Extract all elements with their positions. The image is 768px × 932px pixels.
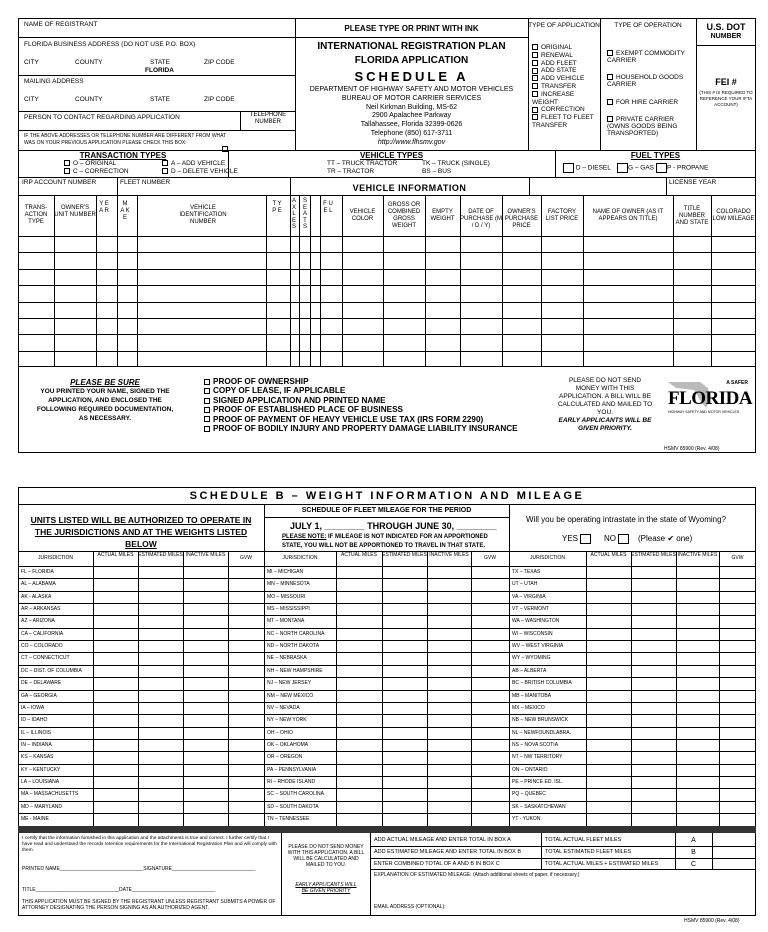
zip-label: ZIP CODE — [204, 59, 235, 66]
jurisdiction-row[interactable]: NB – NEW BRUNSWICK — [512, 717, 569, 724]
mileage-row-line — [264, 727, 509, 728]
mileage-col-divider — [471, 551, 472, 826]
mailing-county-label: COUNTY — [75, 96, 103, 103]
certify-text: I certify that the information furnished in this application and the attachments is true and correct. I further certify that I have read and understand the records retention requirements for the International Registration Plan and will comply with them. — [22, 836, 277, 853]
operation-exempt[interactable]: EXEMPT COMMODITY CARRIER — [607, 50, 685, 64]
operation-household[interactable]: HOUSEHOLD GOODS CARRIER — [607, 74, 684, 88]
mileage-row-line — [264, 640, 509, 641]
form-number-b: HSMV 85900 (Rev. 4/08) — [684, 918, 740, 924]
mileage-header-0: JURISDICTION — [530, 555, 565, 561]
doc-ownership[interactable]: PROOF OF OWNERSHIP — [204, 377, 518, 386]
fuel-diesel[interactable]: D – DIESEL — [563, 163, 611, 173]
jurisdiction-row[interactable]: YT - YUKON — [512, 816, 541, 822]
col-year: Y E A R — [99, 201, 109, 214]
jurisdiction-row[interactable]: CA – CALIFORNIA — [21, 630, 64, 637]
jurisdiction-row[interactable]: SD – SOUTH DAKOTA — [267, 803, 319, 810]
form-number-a: HSMV 85900 (Rev. 4/08) — [664, 446, 720, 452]
please-be-sure-text: YOU PRINTED YOUR NAME, SIGNED THE APPLICATION, AND ENCLOSED THE FOLLOWING REQUIRED DOCUMENTATION, AS NECESSARY. — [36, 388, 174, 422]
box-a-label: A — [691, 837, 696, 844]
telephone-line: Telephone (850) 617-3711 — [370, 130, 453, 137]
vehicle-table-row[interactable] — [18, 318, 756, 319]
mileage-row-line — [264, 764, 509, 765]
vehicle-col-divider — [54, 195, 55, 366]
mileage-col-divider — [93, 551, 94, 826]
website-link[interactable]: http://www.flhsmv.gov — [377, 139, 446, 146]
logo-florida-text: FLORIDA — [668, 388, 753, 409]
dept-name: DEPARTMENT OF HIGHWAY SAFETY AND MOTOR VEHICLES — [309, 86, 514, 93]
jurisdiction-row[interactable]: NH – NEW HAMPSHIRE — [267, 667, 323, 674]
business-address-label: FLORIDA BUSINESS ADDRESS (DO NOT USE P.O. BOX) — [24, 41, 196, 48]
florida-logo — [664, 378, 753, 424]
mileage-col-divider — [138, 551, 139, 826]
mileage-row-line — [264, 739, 509, 740]
wyoming-no[interactable]: NO — [604, 534, 629, 544]
jurisdiction-row[interactable]: OK – OKLAHOMA — [267, 741, 309, 748]
printed-name-signature-line[interactable]: PRINTED NAME______________________________SIGNATURE______________________________ — [22, 866, 256, 872]
jurisdiction-row[interactable]: MS – MISSISSIPPI — [267, 606, 310, 613]
mileage-row-line — [509, 801, 756, 802]
county-label: COUNTY — [75, 59, 103, 66]
type-of-application-heading: TYPE OF APPLICATION — [528, 22, 600, 29]
enter-combined-label: ENTER COMBINED TOTAL OF A AND B IN BOX C — [374, 861, 500, 867]
email-field[interactable]: EMAIL ADDRESS (OPTIONAL): — [374, 904, 446, 910]
box-c-label: C — [690, 861, 697, 868]
jurisdiction-row[interactable]: FL – FLORIDA — [21, 569, 54, 575]
mileage-header-1: ACTUAL MILES — [341, 552, 377, 558]
jurisdiction-row[interactable]: NM – NEW MEXICO — [267, 692, 314, 699]
box-b-label: B — [691, 849, 696, 856]
mileage-header-3: INACTIVE MILES — [429, 552, 469, 558]
mileage-row-line — [264, 702, 509, 703]
jurisdiction-row[interactable]: CT – CONNECTICUT — [21, 655, 70, 662]
jurisdiction-row[interactable]: ID – IDAHO — [21, 717, 48, 724]
option-original[interactable]: ORIGINAL — [532, 44, 600, 52]
irp-account-number-label: IRP ACCOUNT NUMBER — [22, 179, 97, 186]
mileage-row-line — [509, 591, 756, 592]
jurisdiction-row[interactable]: IN – INDIANA — [21, 741, 52, 748]
period-line: JULY 1, ________ THROUGH JUNE 30, ________ — [290, 521, 497, 531]
vehicle-type-bs: BS – BUS — [422, 168, 452, 175]
mileage-row-line — [509, 739, 756, 740]
schedule-a-title: SCHEDULE A — [354, 69, 469, 84]
state-label: STATE — [150, 59, 170, 66]
explanation-label[interactable]: EXPLANATION OF ESTIMATED MILEAGE: (Attach additional sheets of paper, if necessary.) — [374, 872, 580, 878]
jurisdiction-row[interactable]: MB – MANITOBA — [512, 692, 552, 699]
address-change-note: IF THE ABOVE ADDRESSES OR TELEPHONE NUMBER ARE DIFFERENT FROM WHAT WAS ON YOUR PREVIOUS APPLICATION PLEASE CHECK THIS BOX: — [24, 133, 227, 146]
jurisdiction-row[interactable]: LA – LOUISIANA — [21, 778, 60, 785]
mileage-row-line — [18, 640, 264, 641]
totals-input-cells[interactable] — [712, 834, 756, 869]
mileage-col-divider — [719, 551, 720, 826]
jurisdiction-row[interactable]: NY – NEW YORK — [267, 717, 307, 724]
col-owner-unit: OWNER'S UNIT NUMBER — [54, 205, 96, 218]
jurisdiction-row[interactable]: DE – DELAWARE — [21, 680, 62, 687]
mileage-header-2: ESTIMATED MILES — [382, 552, 427, 558]
vehicle-col-divider — [137, 195, 138, 366]
title-date-line[interactable]: TITLE______________________________DATE______________________________ — [22, 887, 216, 893]
units-authorized-note: UNITS LISTED WILL BE AUTHORIZED TO OPERATE IN THE JURISDICTIONS AND AT THE WEIGHTS LISTED BELOW — [30, 515, 252, 549]
jurisdiction-row[interactable]: OH – OHIO — [267, 729, 293, 736]
mileage-row-line — [509, 751, 756, 752]
mileage-header-0: JURISDICTION — [38, 555, 73, 561]
vehicle-type-tk: TK – TRUCK (SINGLE) — [422, 160, 490, 167]
mileage-row-line — [18, 615, 264, 616]
doc-heavy-tax[interactable]: PROOF OF PAYMENT OF HEAVY VEHICLE USE TAX (IRS FORM 2290) — [204, 415, 518, 424]
mileage-header-2: ESTIMATED MILES — [631, 552, 676, 558]
mileage-row-line — [18, 628, 264, 629]
transaction-types-heading: TRANSACTION TYPES — [79, 151, 167, 160]
mileage-header-4: GVW — [484, 555, 496, 561]
jurisdiction-row[interactable]: NV – NEVADA — [267, 704, 300, 711]
col-transaction-type: TRANS-ACTION TYPE — [24, 205, 48, 225]
jurisdiction-row[interactable]: DC – DIST. OF COLUMBIA — [21, 667, 82, 674]
vehicle-col-divider — [117, 195, 118, 366]
fei-heading: FEI # — [715, 77, 737, 87]
vehicle-type-tr: TR – TRACTOR — [327, 168, 375, 175]
total-combined-label: TOTAL ACTUAL MILES + ESTIMATED MILES — [545, 861, 659, 867]
mileage-row-line — [18, 801, 264, 802]
col-date-purchase: DATE OF PURCHASE (M / D / Y) — [460, 209, 503, 229]
mileage-row-line — [264, 714, 509, 715]
please-type-heading: PLEASE TYPE OR PRINT WITH INK — [344, 24, 479, 33]
jurisdiction-row[interactable]: MN – MINNESOTA — [267, 581, 310, 588]
type-of-operation-heading: TYPE OF OPERATION — [614, 22, 682, 29]
footer-early-note: EARLY APPLICANTS WILL BE GIVEN PRIORITY — [295, 882, 357, 894]
mileage-row-line — [264, 591, 509, 592]
mileage-header-3: INACTIVE MILES — [185, 552, 226, 558]
jurisdiction-row[interactable]: PA – PENNSYLVANIA — [267, 766, 317, 773]
fuel-types-heading: FUEL TYPES — [630, 151, 681, 160]
col-type: T Y P E — [272, 201, 282, 214]
mileage-row-line — [18, 788, 264, 789]
mileage-col-divider — [586, 551, 587, 826]
mileage-row-line — [18, 764, 264, 765]
vehicle-table-row[interactable] — [18, 334, 756, 335]
mileage-row-line — [509, 764, 756, 765]
doc-business[interactable]: PROOF OF ESTABLISHED PLACE OF BUSINESS — [204, 405, 518, 414]
col-factory-price: FACTORY LIST PRICE — [545, 209, 579, 222]
mileage-col-divider — [676, 551, 677, 826]
option-increase-weight[interactable]: INCREASE WEIGHT — [532, 90, 575, 106]
mileage-header-1: ACTUAL MILES — [590, 552, 627, 558]
jurisdiction-row[interactable]: NE – NEBRASKA — [267, 655, 307, 662]
mileage-col-divider — [382, 551, 383, 826]
mileage-col-divider — [631, 551, 632, 826]
please-note-text: PLEASE NOTE: IF MILEAGE IS NOT INDICATED FOR AN APPORTIONED STATE, YOU WILL NOT BE APPORTIONED TO TRAVEL IN THAT STATE. — [282, 534, 488, 549]
jurisdiction-row[interactable]: NS – NOVA SCOTIA — [512, 741, 559, 748]
total-estimated-label: TOTAL ESTIMATED FLEET MILES — [545, 849, 632, 855]
license-year-label: LICENSE YEAR — [669, 179, 717, 186]
mileage-row-line — [18, 578, 264, 579]
mileage-row-line — [264, 615, 509, 616]
mileage-row-line — [264, 578, 509, 579]
jurisdiction-row[interactable]: MT – MONTANA — [267, 618, 305, 625]
jurisdiction-row[interactable]: ND – NORTH DAKOTA — [267, 643, 320, 650]
col-title-number: TITLE NUMBER AND STATE — [675, 206, 709, 226]
mileage-header-4: GVW — [240, 555, 252, 561]
mileage-row-line — [509, 628, 756, 629]
money-note: PLEASE DO NOT SEND MONEY WITH THIS APPLICATION. A BILL WILL BE CALCULATED AND MAILED TO YOU. — [557, 377, 653, 416]
logo-small-text: A SAFER — [726, 380, 748, 386]
jurisdiction-row[interactable]: CO – COLORADO — [21, 643, 63, 650]
mileage-row-line — [18, 591, 264, 592]
bureau-name: BUREAU OF MOTOR CARRIER SERVICES — [341, 95, 482, 102]
transaction-delete[interactable]: D – DELETE VEHICLE — [162, 168, 238, 175]
jurisdiction-row[interactable]: NL – NEWFOUNDLABRA. — [512, 729, 571, 736]
city-label: CITY — [24, 59, 39, 66]
vehicle-col-divider — [320, 195, 321, 366]
doc-lease[interactable]: COPY OF LEASE, IF APPLICABLE — [204, 386, 518, 395]
jurisdiction-row[interactable]: TN – TENNESSEE — [267, 816, 310, 822]
footer-money-note: PLEASE DO NOT SEND MONEY WITH THIS APPLICATION. A BILL WILL BE CALCULATED AND MAILED TO YOU. — [287, 844, 365, 868]
col-fuel: F U E L — [323, 201, 333, 214]
mileage-row-line — [509, 776, 756, 777]
vehicle-types-heading: VEHICLE TYPES — [359, 151, 424, 160]
jurisdiction-row[interactable]: MX – MEXICO — [512, 704, 545, 711]
col-colorado: COLORADO LOW MILEAGE — [712, 209, 755, 222]
add-estimated-label: ADD ESTIMATED MILEAGE AND ENTER TOTAL IN BOX B — [374, 849, 522, 855]
mileage-row-line — [18, 727, 264, 728]
vehicle-table-row[interactable] — [18, 285, 756, 286]
transaction-correction[interactable]: C – CORRECTION — [64, 168, 129, 175]
option-add-fleet[interactable]: ADD FLEET — [532, 60, 600, 68]
mileage-header-0: JURISDICTION — [282, 555, 318, 561]
col-make: M A K E — [120, 201, 130, 221]
please-be-sure-heading: PLEASE BE SURE — [70, 378, 140, 387]
vehicle-information-title: VEHICLE INFORMATION — [352, 183, 467, 193]
col-owner-name: NAME OF OWNER (AS IT APPEARS ON TITLE) — [592, 209, 664, 222]
mileage-row-line — [264, 628, 509, 629]
mileage-row-line — [509, 665, 756, 666]
city-line: Tallahassee, Florida 32399-0626 — [360, 121, 463, 128]
vehicle-type-tt: TT – TRUCK TRACTOR — [327, 160, 398, 167]
jurisdiction-row[interactable]: GA – GEORGIA — [21, 692, 57, 699]
col-seats: S E A T S — [302, 198, 307, 230]
jurisdiction-row[interactable]: ME - MAINE — [21, 816, 49, 822]
doc-insurance[interactable]: PROOF OF BODILY INJURY AND PROPERTY DAMAGE LIABILITY INSURANCE — [204, 424, 518, 433]
jurisdiction-row[interactable]: VA – VIRGINIA — [512, 593, 546, 600]
mileage-row-line — [509, 640, 756, 641]
jurisdiction-row[interactable]: MA – MASSACHUSETTS — [21, 791, 79, 798]
telephone-number-label: TELEPHONE NUMBER — [249, 112, 287, 125]
col-color: VEHICLE COLOR — [349, 209, 376, 222]
operation-for-hire[interactable]: FOR HIRE CARRIER — [607, 99, 695, 106]
mileage-row-line — [509, 813, 756, 814]
mileage-row-line — [18, 665, 264, 666]
jurisdiction-row[interactable]: BC – BRITISH COLUMBIA — [512, 680, 572, 687]
usdot-heading: U.S. DOT — [706, 22, 746, 32]
mileage-row-line — [509, 690, 756, 691]
mileage-row-line — [18, 690, 264, 691]
mileage-col-divider — [336, 551, 337, 826]
jurisdiction-row[interactable]: MO – MISSOURI — [267, 593, 306, 600]
mileage-row-line — [264, 776, 509, 777]
mileage-row-line — [509, 615, 756, 616]
mailing-city-label: CITY — [24, 96, 39, 103]
wyoming-question: Will you be operating intrastate in the state of Wyoming? — [526, 515, 727, 524]
jurisdiction-row[interactable]: MI – MICHIGAN — [267, 569, 304, 575]
jurisdiction-row[interactable]: NC – NORTH CAROLINA — [267, 630, 325, 637]
option-renewal[interactable]: RENEWAL — [532, 52, 600, 60]
jurisdiction-row[interactable]: RI – RHODE ISLAND — [267, 778, 316, 785]
state-value: FLORIDA — [145, 67, 174, 74]
vehicle-table-row[interactable] — [18, 269, 756, 270]
application-options — [532, 44, 600, 130]
mileage-row-line — [18, 739, 264, 740]
vehicle-table-row[interactable] — [18, 252, 756, 253]
jurisdiction-row[interactable]: WA – WASHINGTON — [512, 618, 560, 625]
mileage-row-line — [264, 690, 509, 691]
fuel-propane[interactable]: P - PROPANE — [656, 163, 708, 173]
irp-title: INTERNATIONAL REGISTRATION PLAN — [317, 41, 506, 52]
mileage-row-line — [18, 776, 264, 777]
mileage-row-line — [18, 813, 264, 814]
mileage-row-line — [18, 652, 264, 653]
mileage-header-1: ACTUAL MILES — [97, 552, 134, 558]
person-to-contact-label: PERSON TO CONTACT REGARDING APPLICATION — [24, 114, 180, 121]
mileage-row-line — [509, 727, 756, 728]
mileage-row-line — [18, 714, 264, 715]
mileage-row-line — [509, 578, 756, 579]
jurisdiction-row[interactable]: TX – TEXAS — [512, 569, 541, 575]
jurisdiction-row[interactable]: WY – WYOMING — [512, 655, 551, 662]
mileage-col-divider — [427, 551, 428, 826]
fuel-gas[interactable]: G – GAS — [617, 163, 654, 173]
early-note: EARLY APPLICANTS WILL BE GIVEN PRIORITY. — [558, 417, 652, 432]
schedule-b-title: SCHEDULE B – WEIGHT INFORMATION AND MILEAGE — [189, 490, 585, 502]
mileage-row-line — [18, 702, 264, 703]
mileage-header-2: ESTIMATED MILES — [138, 552, 183, 558]
mileage-row-line — [264, 677, 509, 678]
jurisdiction-row[interactable]: NT – NW TERRITORY — [512, 754, 563, 761]
mailing-state-label: STATE — [150, 96, 170, 103]
option-add-state[interactable]: ADD STATE — [532, 67, 600, 75]
jurisdiction-row[interactable]: AL – ALABAMA — [21, 581, 56, 588]
vehicle-col-divider — [310, 195, 311, 366]
wyoming-please-one: (Please ✔ one) — [638, 534, 693, 543]
jurisdiction-row[interactable]: KS – KANSAS — [21, 754, 54, 761]
option-transfer[interactable]: TRANSFER — [532, 83, 600, 91]
mileage-row-line — [264, 801, 509, 802]
jurisdiction-row[interactable]: OR – OREGON — [267, 754, 303, 761]
jurisdiction-row[interactable]: WI – WISCONSIN — [512, 630, 553, 637]
jurisdiction-row[interactable]: MD – MARYLAND — [21, 803, 63, 810]
mileage-row-line — [264, 603, 509, 604]
mileage-row-line — [264, 652, 509, 653]
mailing-address-label: MAILING ADDRESS — [24, 78, 84, 85]
col-owner-price: OWNER'S PURCHASE PRICE — [504, 209, 539, 229]
jurisdiction-row[interactable]: IL – ILLINOIS — [21, 729, 52, 736]
mileage-header-3: INACTIVE MILES — [677, 552, 718, 558]
mileage-header-4: GVW — [731, 555, 744, 561]
mileage-row-line — [18, 603, 264, 604]
jurisdiction-row[interactable]: VT – VERMONT — [512, 606, 549, 613]
vehicle-col-divider — [266, 195, 267, 366]
fleet-period-heading: SCHEDULE OF FLEET MILEAGE FOR THE PERIOD — [301, 507, 472, 514]
jurisdiction-row[interactable]: PQ – QUEBEC — [512, 791, 546, 798]
signed-note: THIS APPLICATION MUST BE SIGNED BY THE REGISTRANT UNLESS REGISTRANT SUBMITS A POWER OF ATTORNEY DESIGNATING THE PERSON SIGNING AS AN AUTHORIZED AGENT. — [22, 899, 276, 911]
mileage-row-line — [509, 788, 756, 789]
jurisdiction-row[interactable]: AZ – ARIZONA — [21, 618, 55, 625]
col-empty-weight: EMPTY WEIGHT — [430, 209, 455, 222]
option-add-vehicle[interactable]: ADD VEHICLE — [532, 75, 600, 83]
add-actual-label: ADD ACTUAL MILEAGE AND ENTER TOTAL IN BOX A — [374, 837, 511, 843]
mileage-col-divider — [183, 551, 184, 826]
jurisdiction-row[interactable]: NJ – NEW JERSEY — [267, 680, 312, 687]
jurisdiction-row[interactable]: AB – ALBERTA — [512, 667, 547, 674]
option-correction[interactable]: CORRECTION — [532, 106, 600, 114]
total-actual-label: TOTAL ACTUAL FLEET MILES — [545, 837, 622, 843]
vehicle-table-row[interactable] — [18, 302, 756, 303]
logo-subtext: HIGHWAY SAFETY AND MOTOR VEHICLES — [668, 410, 740, 414]
mileage-row-line — [509, 652, 756, 653]
jurisdiction-row[interactable]: AK - ALASKA — [21, 593, 52, 600]
mileage-row-line — [264, 665, 509, 666]
col-vin: VEHICLE IDENTIFICATION NUMBER — [179, 205, 227, 225]
mileage-row-line — [509, 714, 756, 715]
operation-private[interactable]: PRIVATE CARRIER (OWNS GOODS BEING TRANSPORTED) — [607, 116, 678, 137]
jurisdiction-row[interactable]: SC – SOUTH CAROLINA — [267, 791, 324, 798]
wyoming-yes[interactable]: YES — [562, 534, 591, 544]
jurisdiction-row[interactable]: UT – UTAH — [512, 581, 538, 588]
jurisdiction-row[interactable]: KY – KENTUCKY — [21, 766, 61, 773]
mileage-row-line — [264, 751, 509, 752]
vehicle-col-divider — [299, 195, 300, 366]
jurisdiction-row[interactable]: SK – SASKATCHEWAN — [512, 803, 566, 810]
transaction-original[interactable]: O – ORIGINAL — [64, 160, 116, 167]
mileage-row-line — [509, 702, 756, 703]
jurisdiction-row[interactable]: ON – ONTARIO — [512, 766, 548, 773]
jurisdiction-row[interactable]: AR – ARKANSAS — [21, 606, 61, 613]
doc-signed[interactable]: SIGNED APPLICATION AND PRINTED NAME — [204, 396, 518, 405]
vehicle-col-divider — [96, 195, 97, 366]
jurisdiction-row[interactable]: PE – PRINCE ED. ISL. — [512, 778, 564, 785]
fleet-number-label: FLEET NUMBER — [120, 179, 171, 186]
jurisdiction-row[interactable]: WV – WEST VIRGINIA — [512, 643, 564, 650]
mileage-row-line — [18, 677, 264, 678]
mailing-zip-label: ZIP CODE — [204, 96, 235, 103]
building-line: Neil Kirkman Building, MS-62 — [365, 104, 458, 111]
mileage-row-line — [264, 788, 509, 789]
col-gross-weight: GROSS OR COMBINED GROSS WEIGHT — [387, 202, 421, 229]
col-axles: A X L E S — [291, 198, 296, 230]
mileage-row-line — [509, 603, 756, 604]
required-documents-list — [204, 377, 518, 433]
mileage-row-line — [509, 677, 756, 678]
usdot-number-label: NUMBER — [710, 33, 742, 40]
vehicle-table-row[interactable] — [18, 351, 756, 352]
option-fleet-to-fleet[interactable]: FLEET TO FLEET TRANSFER — [532, 114, 594, 129]
fei-note: (THIS # IS REQUIRED TO REFERENCE YOUR IFTA ACCOUNT) — [699, 90, 753, 107]
street-line: 2900 Apalachee Parkway — [372, 112, 451, 119]
transaction-add[interactable]: A – ADD VEHICLE — [162, 160, 225, 167]
name-of-registrant-label: NAME OF REGISTRANT — [24, 21, 98, 28]
mileage-row-line — [264, 813, 509, 814]
florida-application-title: FLORIDA APPLICATION — [354, 55, 469, 66]
jurisdiction-row[interactable]: IA – IOWA — [21, 704, 45, 711]
mileage-row-line — [18, 751, 264, 752]
mileage-col-divider — [228, 551, 229, 826]
